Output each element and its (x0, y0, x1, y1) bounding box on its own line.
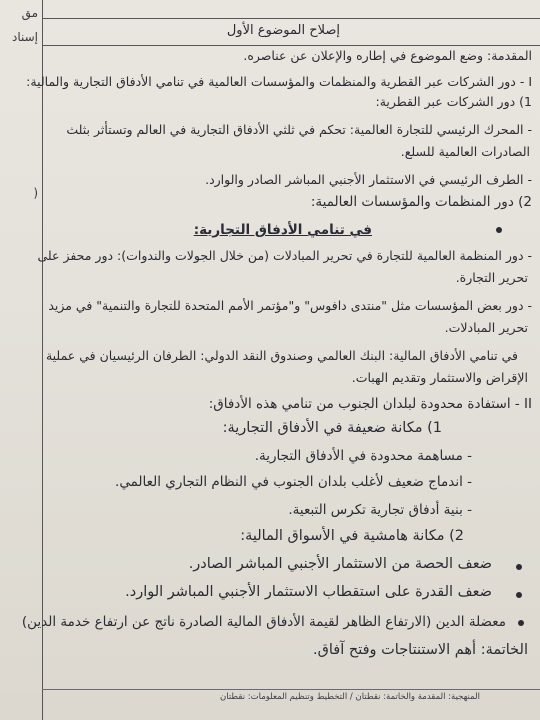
grading-footer (42, 689, 540, 706)
subsection-2-2-heading: 2) مكانة هامشية في الأسواق المالية: (240, 528, 464, 544)
margin-paren: ( (33, 186, 38, 200)
point-limited-contribution: - مساهمة محدودة في الأدفاق التجارية. (254, 448, 472, 464)
point-debt: معضلة الدين (الارتفاع الظاهر لقيمة الأدفاق المالية الصادرة ناتج عن ارتفاع خدمة الدين) (21, 614, 506, 630)
correction-content (21, 44, 532, 690)
bullet-icon (516, 564, 522, 570)
bullet-icon (516, 592, 522, 598)
point-wto: - دور المنظمة العالمية للتجارة في تحرير المبادلات (من خلال الجولات والندوات): دور محفز على (37, 248, 532, 263)
margin-word-isnad: إسناد (11, 30, 38, 44)
point-fdi-inflow: ضعف القدرة على استقطاب الاستثمار الأجنبي المباشر الوارد. (125, 584, 492, 600)
point-wto-cont: تحرير التجارة. (455, 270, 528, 285)
left-margin-column (0, 0, 43, 720)
point-weak-integration: - اندماج ضعيف لأغلب بلدان الجنوب في النظام التجاري العالمي. (115, 474, 472, 490)
point-davos: - دور بعض المؤسسات مثل "منتدى دافوس" و"مؤتمر الأمم المتحدة للتجارة والتنمية" في مزيد (48, 298, 532, 313)
header-box (42, 18, 540, 46)
conclusion-line: الخاتمة: أهم الاستنتاجات وفتح آفاق. (313, 642, 528, 658)
point-fdi-outflow: ضعف الحصة من الاستثمار الأجنبي المباشر الصادر. (188, 556, 492, 572)
subsection-1-2-heading: 2) دور المنظمات والمؤسسات العالمية: (310, 194, 532, 210)
point-engine-trade-cont: الصادرات العالمية للسلع. (400, 144, 530, 159)
page-title: إصلاح الموضوع الأول (226, 23, 340, 38)
section-1-heading: I - دور الشركات عبر القطرية والمنظمات والمؤسسات العالمية في تنامي الأدفاق التجارية والمالية: (26, 74, 532, 89)
subsection-2-1-heading: 1) مكانة ضعيفة في الأدفاق التجارية: (222, 420, 442, 436)
point-davos-cont: تحرير المبادلات. (444, 320, 528, 335)
point-dependency: - بنية أدفاق تجارية تكرس التبعية. (288, 502, 472, 518)
point-fdi-party: - الطرف الرئيسي في الاستثمار الأجنبي المباشر الصادر والوارد. (205, 172, 532, 187)
financial-flows-cont: الإقراض والاستثمار وتقديم الهبات. (351, 370, 528, 385)
point-engine-trade: - المحرك الرئيسي للتجارة العالمية: تحكم في ثلثي الأدفاق التجارية في العالم وتستأثر بثلث (66, 122, 532, 137)
financial-flows-line: في تنامي الأدفاق المالية: البنك العالمي وصندوق النقد الدولي: الطرفان الرئيسيان في عملية (45, 348, 518, 363)
section-2-heading: II - استفادة محدودة لبلدان الجنوب من تنامي هذه الأدفاق: (208, 396, 532, 412)
trade-flows-heading-text: في تنامي الأدفاق التجارية: (193, 222, 372, 238)
grading-note: المنهجية: المقدمة والخاتمة: نقطتان / التخطيط وتنظيم المعلومات: نقطتان (220, 692, 480, 702)
intro-line: المقدمة: وضع الموضوع في إطاره والإعلان عن عناصره. (243, 48, 532, 63)
margin-word-top: مق (21, 6, 38, 20)
subsection-1-1-heading: 1) دور الشركات عبر القطرية: (375, 94, 532, 109)
bullet-icon (518, 620, 524, 626)
